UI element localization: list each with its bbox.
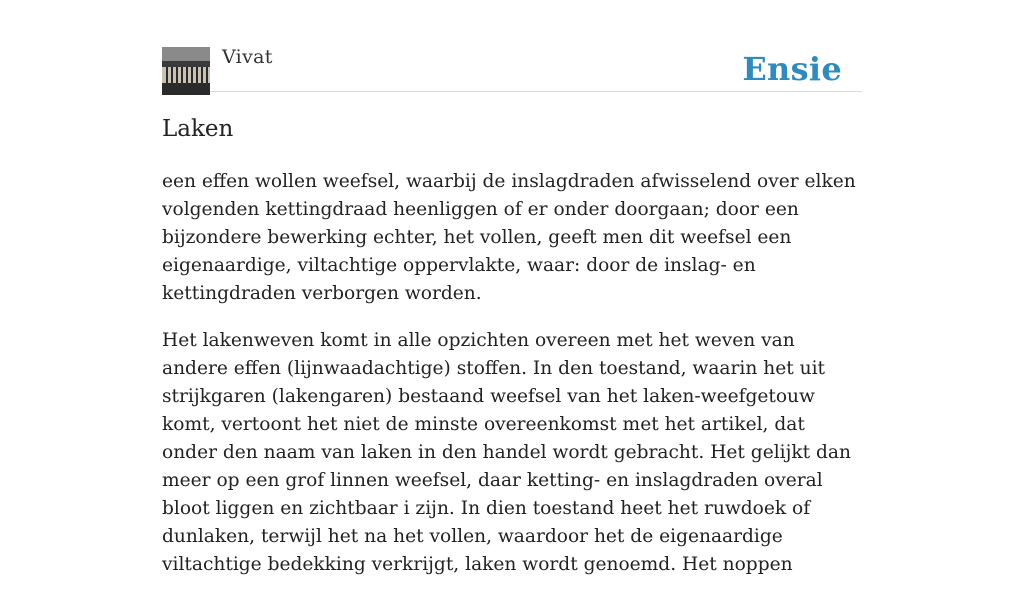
author-name[interactable]: Vivat [222,46,273,68]
typewriter-icon [162,47,210,95]
article-body [162,168,862,598]
paragraph: een effen wollen weefsel, waarbij de inslagdraden afwisselend over elken volgenden kettingdraad heenliggen of er onder doorgaan; door een bijzondere bewerking echter, het vollen, geeft men dit weefsel een eigenaardige, viltachtige oppervlakte, waar: door de inslag- en kettingdraden verborgen worden. [162,171,856,304]
paragraph: Het lakenweven komt in alle opzichten overeen met het weven van andere effen (lijnwaadachtige) stoffen. In den toestand, waarin het uit strijkgaren (lakengaren) bestaand weefsel van het laken-weefgetouw komt, vertoont het niet de minste overeenkomst met het artikel, dat onder den naam van laken in den handel wordt gebracht. Het gelijkt dan meer op een grof linnen weefsel, daar ketting- en inslagdraden overal bloot liggen en zichtbaar i zijn. In dien toestand heet het ruwdoek of dunlaken, terwijl het na het vollen, waardoor het de eigenaardige viltachtige bedekking verkrijgt, laken wordt genoemd. Het noppen [162,330,851,575]
page-container [162,0,862,575]
avatar[interactable] [162,47,210,95]
brand-logo[interactable]: Ensie [742,50,842,88]
page-title: Laken [162,116,234,142]
header [162,0,862,92]
